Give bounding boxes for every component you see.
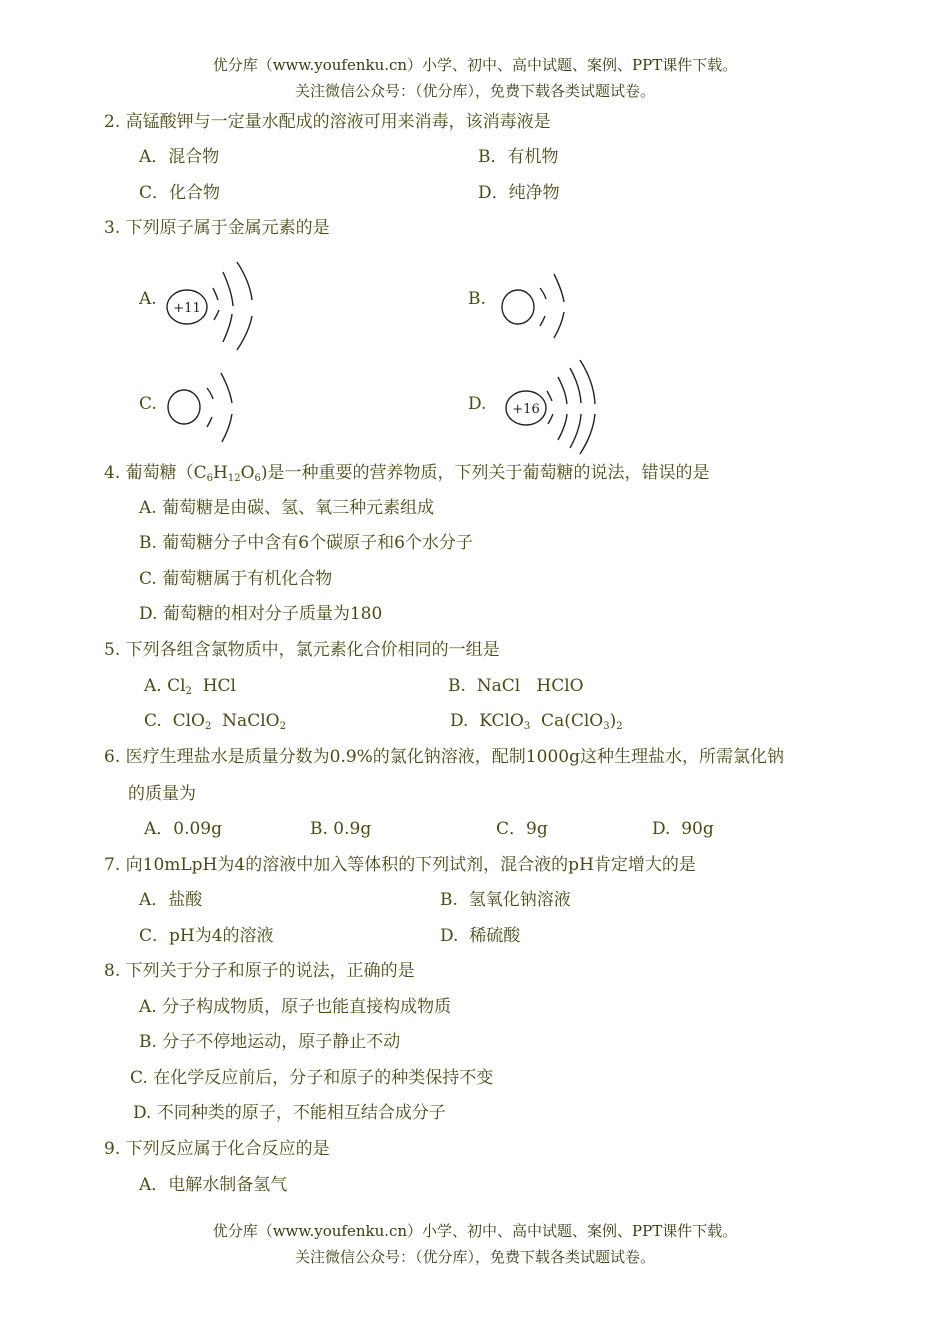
- q4-option-a: A. 葡萄糖是由碳、氢、氧三种元素组成: [139, 498, 435, 518]
- q9-stem: 9. 下列反应属于化合反应的是: [104, 1139, 330, 1159]
- q6-stem-line-2: 的质量为: [128, 784, 196, 804]
- q3-atom-diagram-d: [500, 358, 600, 458]
- q5-option-b: B. NaCl HClO: [448, 676, 584, 696]
- q6-stem-line-1: 6. 医疗生理盐水是质量分数为0.9%的氯化钠溶液，配制1000g这种生理盐水，所需氯化钠: [104, 747, 784, 767]
- q3-atom-d-nucleus: +16: [512, 402, 540, 417]
- q4-option-c: C. 葡萄糖属于有机化合物: [139, 569, 333, 589]
- q6-option-d: D. 90g: [652, 819, 714, 839]
- q2-option-d: D．纯净物: [478, 183, 560, 203]
- q5-stem: 5. 下列各组含氯物质中，氯元素化合价相同的一组是: [104, 640, 500, 660]
- q3-atom-diagram-a: [160, 258, 260, 354]
- q3-option-a-label: A.: [139, 289, 157, 309]
- q6-option-a: A．0.09g: [144, 819, 223, 839]
- q6-option-c: C．9g: [496, 819, 548, 839]
- header-line-1: 优分库（www.youfenku.cn）小学、初中、高中试题、案例、PPT课件下载。: [212, 56, 738, 74]
- q3-atom-diagram-c: [162, 370, 242, 445]
- q4-option-d: D. 葡萄糖的相对分子质量为180: [139, 604, 383, 624]
- footer-line-2: 关注微信公众号：（优分库），免费下载各类试题试卷。: [294, 1248, 655, 1266]
- q3-atom-diagram-b: [496, 268, 576, 338]
- q8-option-a: A. 分子构成物质，原子也能直接构成物质: [139, 997, 452, 1017]
- footer-line-1: 优分库（www.youfenku.cn）小学、初中、高中试题、案例、PPT课件下载。: [212, 1222, 738, 1240]
- q8-option-b: B. 分子不停地运动，原子静止不动: [139, 1032, 401, 1052]
- q5-option-c: C. ClO$_2$ NaClO$_2$: [144, 711, 286, 732]
- q7-stem: 7. 向10mLpH为4的溶液中加入等体积的下列试剂，混合液的pH肯定增大的是: [104, 855, 696, 875]
- q5-option-d: D. KClO$_3$ $Ca(ClO_3)_2$: [450, 711, 623, 732]
- q3-option-c-label: C.: [139, 394, 157, 414]
- q3-stem: 3. 下列原子属于金属元素的是: [104, 218, 330, 238]
- q8-stem: 8. 下列关于分子和原子的说法，正确的是: [104, 961, 415, 981]
- q3-option-b-label: B.: [468, 289, 486, 309]
- q7-option-a: A．盐酸: [139, 890, 203, 910]
- q2-stem: 2. 高锰酸钾与一定量水配成的溶液可用来消毒，该消毒液是: [104, 112, 551, 132]
- q3-option-d-label: D.: [468, 394, 487, 414]
- q4-option-b: B. 葡萄糖分子中含有6个碳原子和6个水分子: [139, 533, 473, 553]
- q2-option-b: B．有机物: [478, 147, 559, 167]
- q2-option-c: C．化合物: [139, 183, 221, 203]
- q8-option-d: D. 不同种类的原子，不能相互结合成分子: [133, 1103, 446, 1123]
- q8-option-c: C. 在化学反应前后，分子和原子的种类保持不变: [130, 1068, 494, 1088]
- q9-option-a: A．电解水制备氢气: [139, 1175, 288, 1195]
- q6-option-b: B. 0.9g: [310, 819, 372, 839]
- q2-option-a: A．混合物: [139, 147, 220, 167]
- q7-option-b: B. 氢氧化钠溶液: [440, 890, 571, 910]
- header-line-2: 关注微信公众号：（优分库），免费下载各类试题试卷。: [294, 82, 655, 100]
- q5-option-a: A. $Cl_2$ HCl: [144, 676, 236, 697]
- q4-stem: 4. 葡萄糖$(C_6H_{12}O_6)$是一种重要的营养物质，下列关于葡萄糖的说法，错误的是: [104, 463, 710, 484]
- q7-option-d: D. 稀硫酸: [440, 926, 521, 946]
- q7-option-c: C．pH为4的溶液: [139, 926, 274, 946]
- q3-atom-a-nucleus: +11: [173, 301, 201, 316]
